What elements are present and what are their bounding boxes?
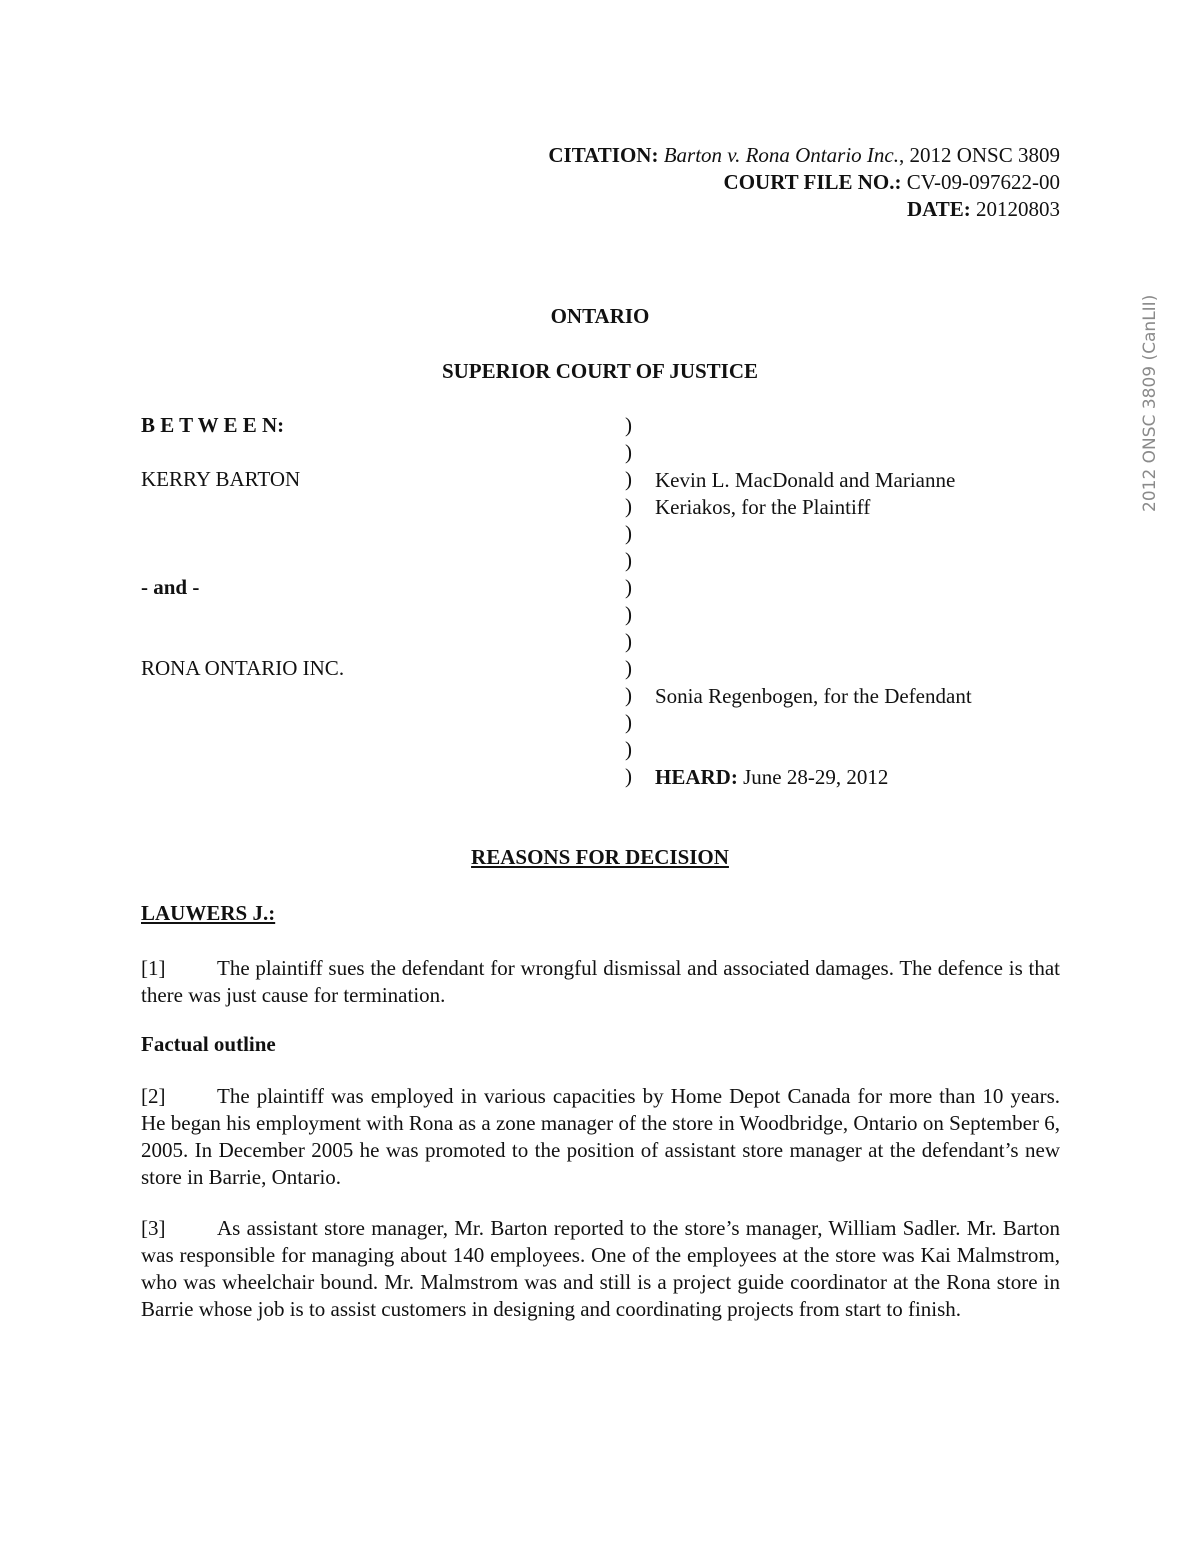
parenthesis-column xyxy=(625,412,637,790)
plaintiff-counsel-line: Kevin L. MacDonald and Marianne xyxy=(655,468,956,492)
paragraph xyxy=(141,955,1060,1009)
citation-header xyxy=(548,142,1060,223)
citation-case: Barton v. Rona Ontario Inc. xyxy=(663,143,899,167)
court-file-line xyxy=(548,169,1060,196)
paragraph-number: [3] xyxy=(141,1216,166,1240)
paragraph-text: The plaintiff was employed in various capacities by Home Depot Canada for more than 10 years. He began his employment with Rona as a zone manager of the store in Woodbridge, Ontario on September 6, 2005. In December 2005 he was promoted to the position of assistant store manager at the defendant’s new store in Barrie, Ontario. xyxy=(141,1084,1060,1189)
paren: ) xyxy=(625,467,632,491)
section-heading: Factual outline xyxy=(141,1032,276,1056)
paren: ) xyxy=(625,629,632,653)
between-label: B E T W E E N: xyxy=(141,413,285,437)
paren: ) xyxy=(625,521,632,545)
paren: ) xyxy=(625,737,632,761)
court-file-value: CV-09-097622-00 xyxy=(906,170,1060,194)
plaintiff-name: KERRY BARTON xyxy=(141,467,301,491)
citation-line xyxy=(548,142,1060,169)
paren: ) xyxy=(625,548,632,572)
heard-label: HEARD: xyxy=(655,765,738,789)
date-line xyxy=(548,196,1060,223)
paren: ) xyxy=(625,575,632,599)
paren: ) xyxy=(625,413,632,437)
plaintiff-counsel-line: Keriakos, for the Plaintiff xyxy=(655,495,871,519)
judge-name: LAUWERS J.: xyxy=(141,901,276,925)
court-province: ONTARIO xyxy=(550,304,650,328)
date-label: DATE: xyxy=(906,197,971,221)
decision-title: REASONS FOR DECISION xyxy=(471,845,729,869)
court-name: SUPERIOR COURT OF JUSTICE xyxy=(441,359,759,383)
paragraph xyxy=(141,1083,1060,1191)
paren: ) xyxy=(625,764,632,788)
paren: ) xyxy=(625,440,632,464)
paragraph-text: The plaintiff sues the defendant for wrongful dismissal and associated damages. The defence is that there was just cause for termination. xyxy=(141,956,1060,1007)
heard-line xyxy=(655,764,888,791)
paragraph xyxy=(141,1215,1060,1323)
paren: ) xyxy=(625,494,632,518)
plaintiff-counsel xyxy=(655,467,955,521)
paren: ) xyxy=(625,602,632,626)
paragraph-number: [2] xyxy=(141,1084,166,1108)
paren: ) xyxy=(625,710,632,734)
date-value: 20120803 xyxy=(976,197,1060,221)
paren: ) xyxy=(625,656,632,680)
citation-ref: , 2012 ONSC 3809 xyxy=(898,143,1060,167)
paren: ) xyxy=(625,683,632,707)
canlii-watermark: 2012 ONSC 3809 (CanLII) xyxy=(1140,294,1160,512)
paragraph-number: [1] xyxy=(141,956,166,980)
defendant-counsel: Sonia Regenbogen, for the Defendant xyxy=(655,684,972,708)
paragraph-text: As assistant store manager, Mr. Barton reported to the store’s manager, William Sadler. Mr. Barton was responsible for managing about 140 employees. One of the employees at the store was Kai Malmstrom, who was wheelchair bound. Mr. Malmstrom was and still is a project guide coordinator at the Rona store in Barrie whose job is to assist customers in designing and coordinating projects from start to finish. xyxy=(141,1216,1060,1321)
court-file-label: COURT FILE NO.: xyxy=(723,170,902,194)
heard-value: June 28-29, 2012 xyxy=(743,765,889,789)
citation-label: CITATION: xyxy=(548,143,659,167)
and-separator: - and - xyxy=(141,575,200,599)
defendant-name: RONA ONTARIO INC. xyxy=(141,656,345,680)
